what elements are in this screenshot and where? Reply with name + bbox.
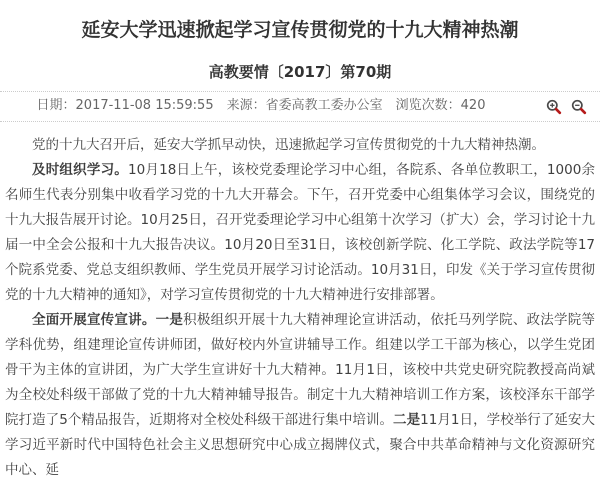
meta-text: [0, 98, 600, 114]
article-body: [0, 122, 600, 483]
views-label: 浏览次数：: [395, 98, 461, 113]
body-paragraph: [5, 308, 595, 483]
zoom-in-icon[interactable]: [546, 99, 562, 115]
font-zoom-controls: [546, 99, 587, 115]
bold-text-run: 二是: [393, 412, 421, 428]
page-title: 延安大学迅速掀起学习宣传贯彻党的十九大精神热潮: [81, 19, 519, 41]
body-paragraph: [5, 158, 595, 308]
source-label: 来源：: [226, 98, 266, 113]
text-run: 党的十九大召开后，延安大学抓早动快，迅速掀起学习宣传贯彻党的十九大精神热潮。: [32, 137, 545, 153]
date-value: 2017-11-08 15:59:55: [75, 98, 214, 113]
text-run: 11月1日，学校举行了延安大学习近平新时代中国特色社会主义思想研究中心成立揭牌仪式，聚合中共革命精神与文化资源研究中心、延: [5, 412, 596, 478]
text-run: 积极组织开展十九大精神理论宣讲活动，依托马列学院、政法学院等学科优势，组建理论宣传讲师团，做好校内外宣讲辅导工作。组建以学工干部为核心，以学生党团骨干为主体的宣讲团，为广大学生宣讲好十九大精神。11月1日，该校中共党史研究院教授高尚斌为全校处科级干部做了党的十九大精神辅导报告。制定十九大精神培训工作方案，该校泽东干部学院打造了5个精品报告，近期将对全校处科级干部进行集中培训。: [5, 312, 596, 428]
zoom-out-icon[interactable]: [571, 99, 587, 115]
text-run: 10月18日上午，该校党委理论学习中心组，各院系、各单位教职工，1000余名师生代表分别集中收看学习党的十九大开幕会。下午，召开党委中心组集体学习会议，围绕党的十九大报告展开讨论。10月25日，召开党委理论学习中心组第十次学习（扩大）会，学习讨论十九届一中全会公报和十九大报告决议。10月20日至31日，该校创新学院、化工学院、政法学院等17个院系党委、党总支组织教师、学生党员开展学习讨论活动。10月31日，印发《关于学习宣传贯彻党的十九大精神的通知》，对学习宣传贯彻党的十九大精神进行安排部署。: [5, 162, 595, 303]
issue-subtitle: 高教要情〔2017〕第70期: [208, 63, 392, 81]
views-count: 420: [460, 98, 486, 113]
source-value: 省委高教工委办公室: [265, 98, 383, 113]
bold-text-run: 全面开展宣传宣讲。: [32, 312, 156, 328]
date-label: 日期：: [36, 98, 76, 113]
bold-text-run: 及时组织学习。: [32, 162, 129, 178]
body-paragraph: [5, 133, 595, 158]
bold-text-run: 一是: [155, 312, 184, 328]
meta-bar: [0, 91, 600, 122]
